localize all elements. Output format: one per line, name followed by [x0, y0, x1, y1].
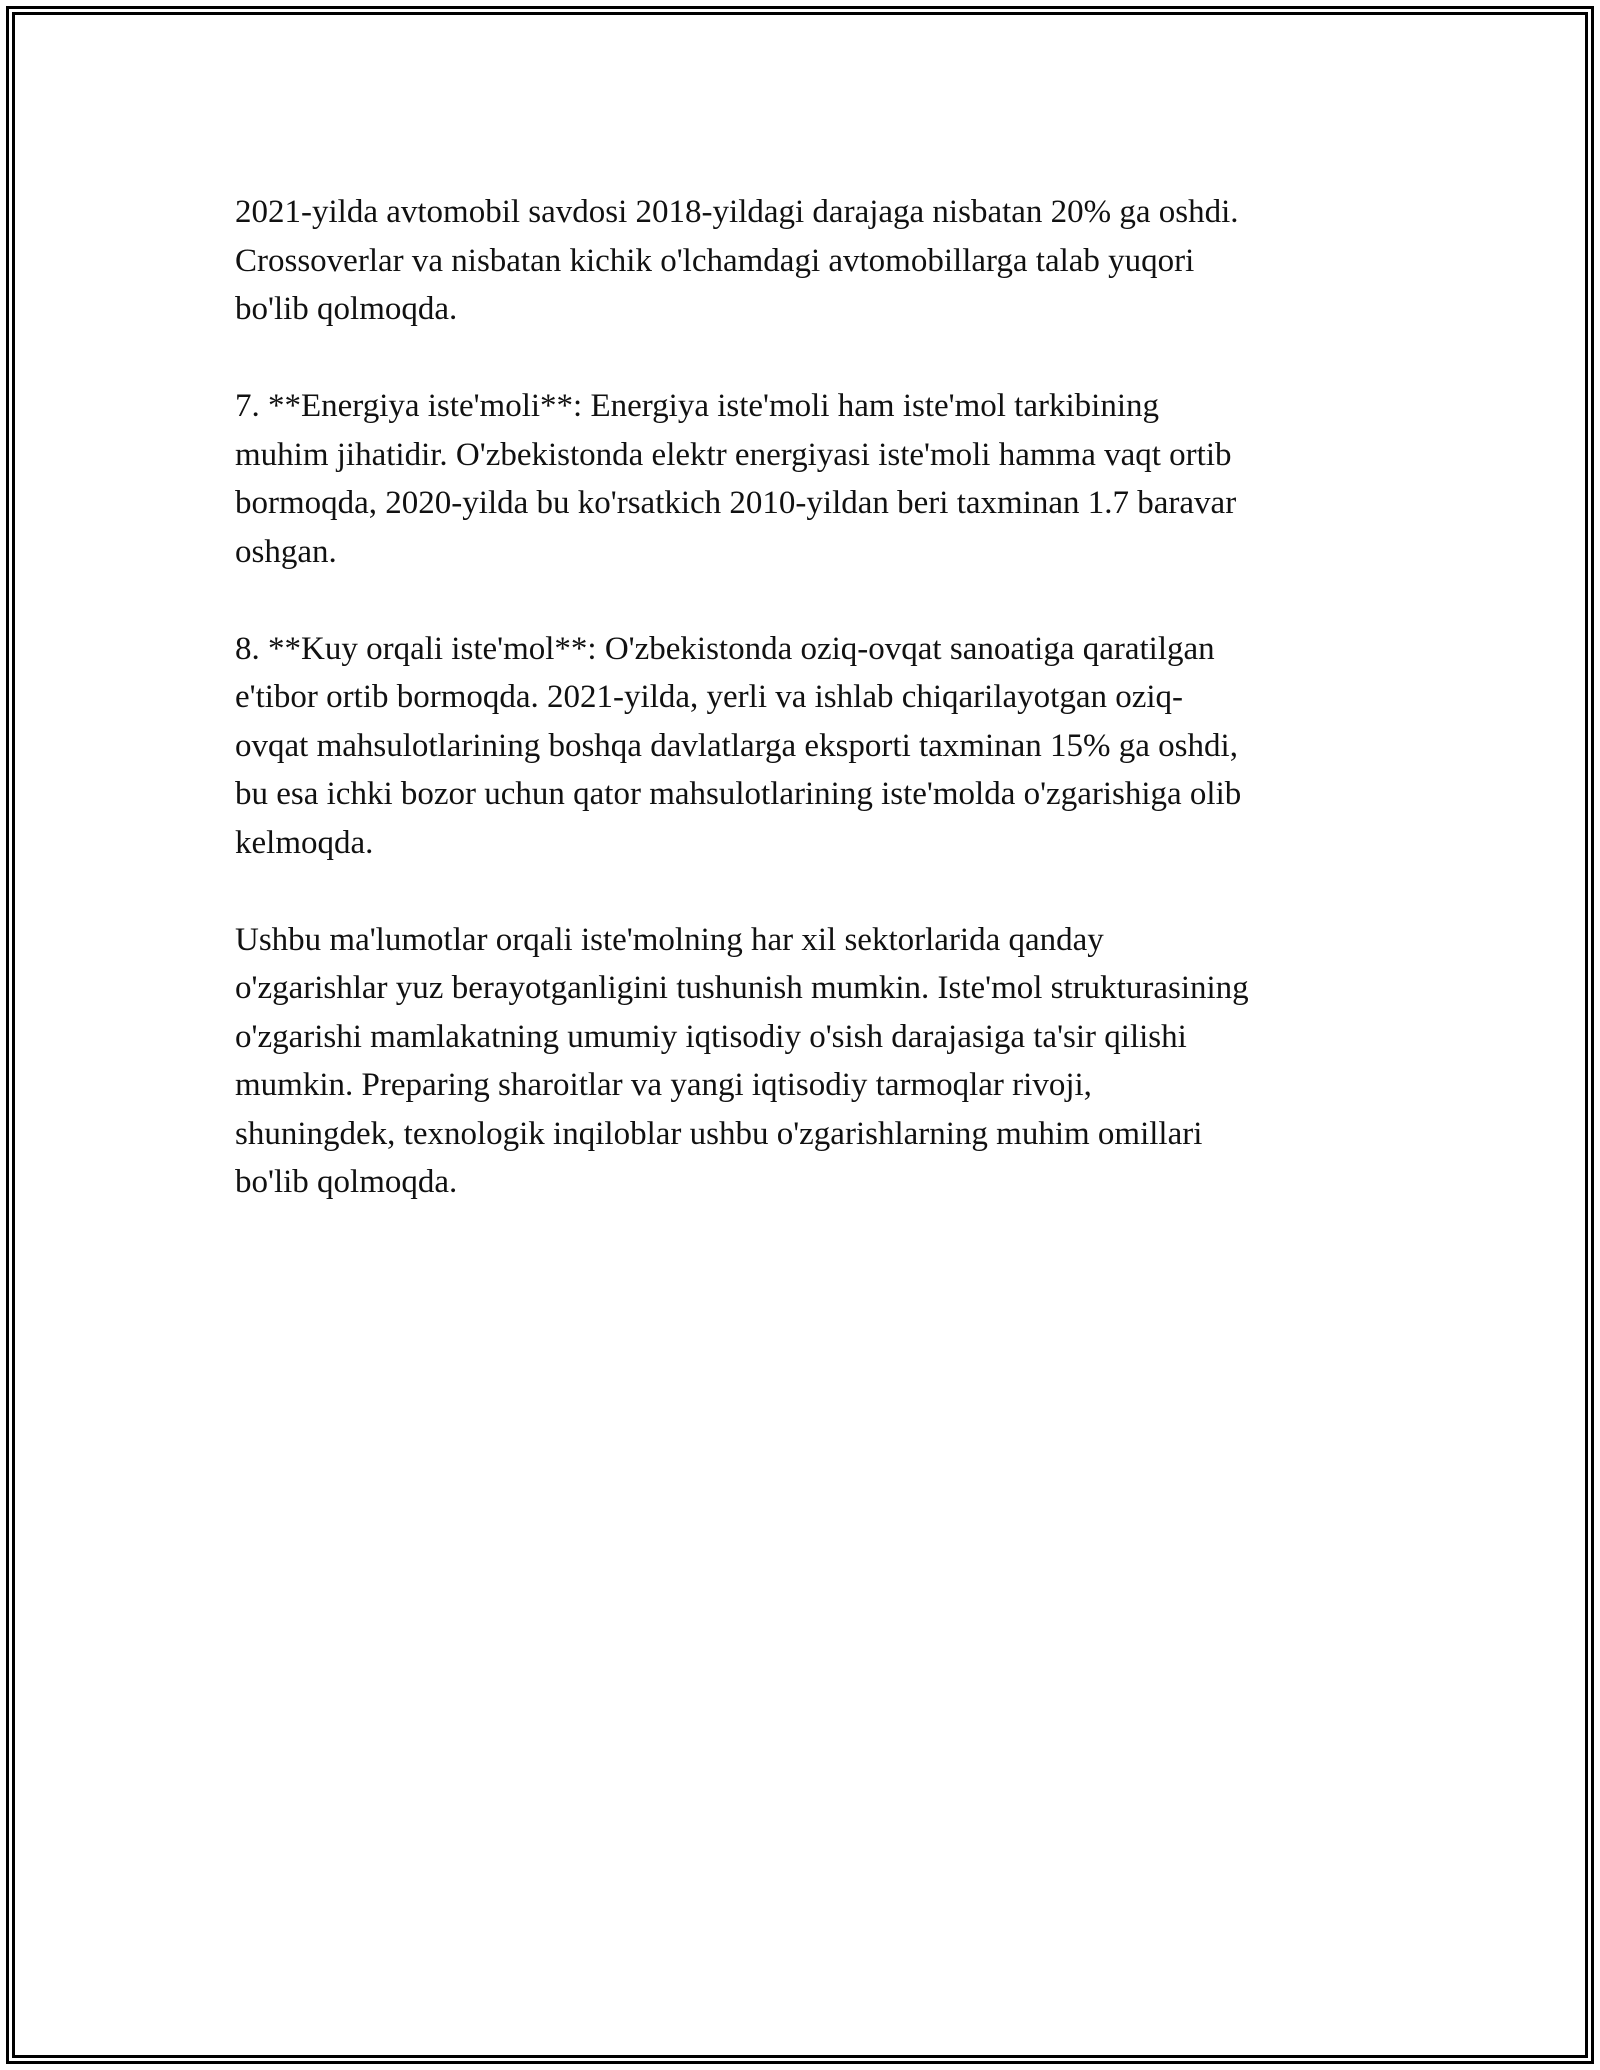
paragraph-energy-consumption: 7. **Energiya iste'moli**: Energiya iste'moli ham iste'mol tarkibining muhim jihatidir. O'zbekistonda elektr energiyasi iste'moli hamma vaqt ortib bormoqda, 2020-yilda bu ko'rsatkich 2010-yildan beri taxminan 1.7 baravar oshgan. — [235, 388, 1237, 570]
paragraph-car-sales: 2021-yilda avtomobil savdosi 2018-yildagi darajaga nisbatan 20% ga oshdi. Crossoverlar va nisbatan kichik o'lchamdagi avtomobillarga talab yuqori bo'lib qolmoqda. — [235, 194, 1239, 327]
document-body — [235, 188, 1375, 1207]
paragraph-conclusion: Ushbu ma'lumotlar orqali iste'molning har xil sektorlarida qanday o'zgarishlar yuz berayotganligini tushunish mumkin. Iste'mol strukturasining o'zgarishi mamlakatning umumiy iqtisodiy o'sish darajasiga ta'sir qilishi mumkin. Preparing sharoitlar va yangi iqtisodiy tarmoqlar rivoji, shuningdek, texnologik inqiloblar ushbu o'zgarishlarning muhim omillari bo'lib qolmoqda. — [235, 921, 1249, 1200]
paragraph-food-consumption: 8. **Kuy orqali iste'mol**: O'zbekistonda oziq-ovqat sanoatiga qaratilgan e'tibor ortib bormoqda. 2021-yilda, yerli va ishlab chiqarilayotgan oziq- ovqat mahsulotlarining boshqa davlatlarga eksporti taxminan 15% ga oshdi, bu esa ichki bozor uchun qator mahsulotlarining iste'molda o'zgarishiga olib kelmoqda. — [235, 630, 1242, 861]
